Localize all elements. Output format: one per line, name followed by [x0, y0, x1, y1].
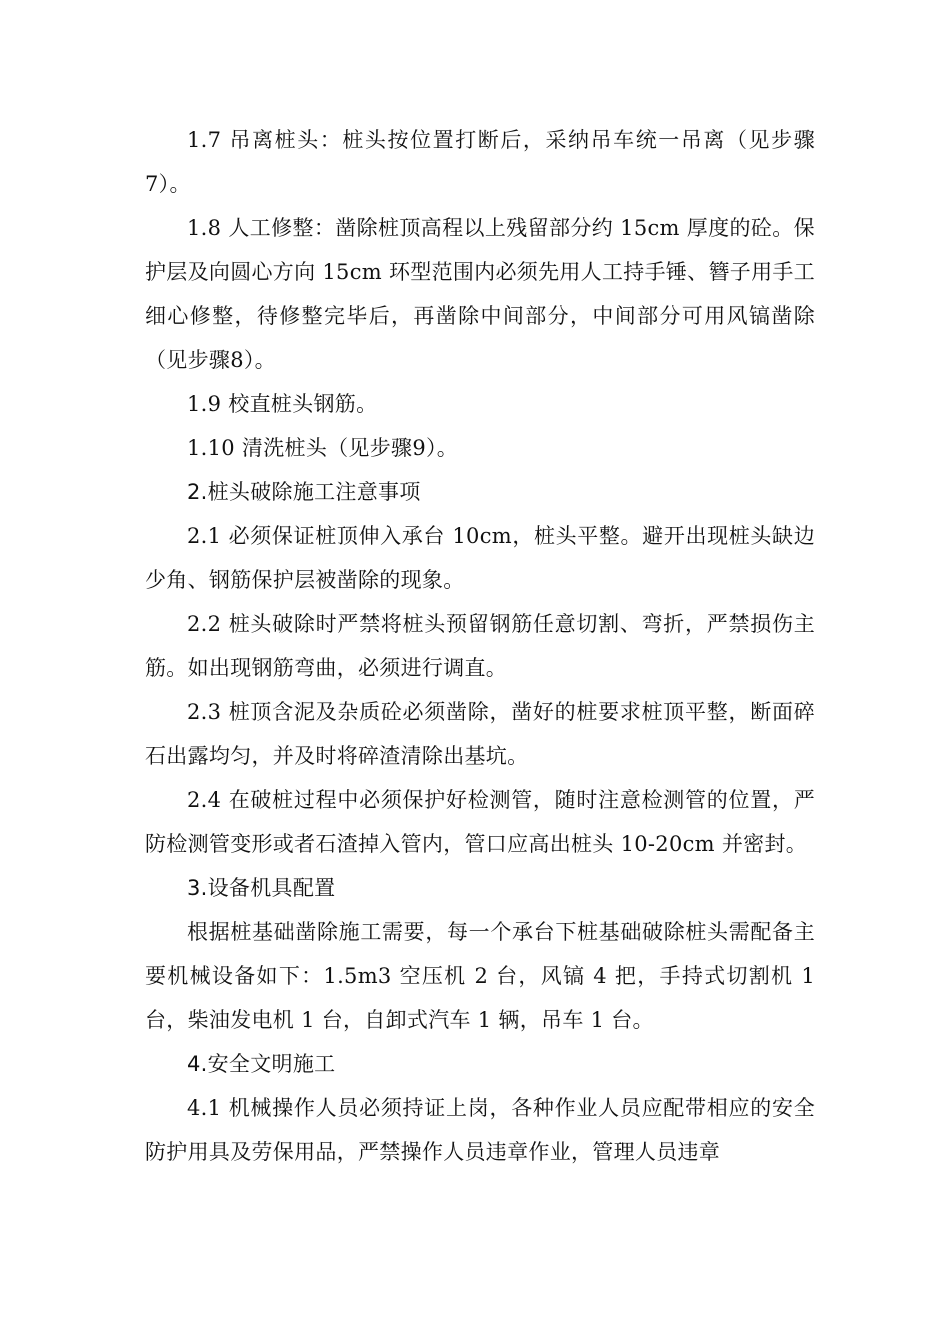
document-page: [145, 118, 815, 1174]
paragraph-4-1: 4.1 机械操作人员必须持证上岗，各种作业人员应配带相应的安全防护用具及劳保用品，严禁操作人员违章作业，管理人员违章: [145, 1096, 815, 1164]
paragraph-1-7: 1.7 吊离桩头：桩头按位置打断后，采纳吊车统一吊离（见步骤7）。: [145, 128, 815, 196]
paragraph-2-1: 2.1 必须保证桩顶伸入承台 10cm，桩头平整。避开出现桩头缺边少角、钢筋保护层被凿除的现象。: [145, 524, 815, 592]
paragraph-2-2: 2.2 桩头破除时严禁将桩头预留钢筋任意切割、弯折，严禁损伤主筋。如出现钢筋弯曲，必须进行调直。: [145, 612, 815, 680]
section-heading-3: 3.设备机具配置: [187, 876, 336, 900]
section-heading-2: 2.桩头破除施工注意事项: [187, 480, 421, 504]
paragraph-1-9: 1.9 校直桩头钢筋。: [187, 392, 378, 416]
paragraph-2-4: 2.4 在破桩过程中必须保护好检测管，随时注意检测管的位置，严防检测管变形或者石渣掉入管内，管口应高出桩头 10-20cm 并密封。: [145, 788, 815, 856]
section-heading-4: 4.安全文明施工: [187, 1052, 336, 1076]
paragraph-3-equipment: 根据桩基础凿除施工需要，每一个承台下桩基础破除桩头需配备主要机械设备如下：1.5m3 空压机 2 台，风镐 4 把，手持式切割机 1 台，柴油发电机 1 台，自卸式汽车 1 辆，吊车 1 台。: [145, 920, 815, 1032]
paragraph-1-10: 1.10 清洗桩头（见步骤9）。: [187, 436, 459, 460]
paragraph-1-8: 1.8 人工修整：凿除桩顶高程以上残留部分约 15cm 厚度的砼。保护层及向圆心方向 15cm 环型范围内必须先用人工持手锤、簪子用手工细心修整，待修整完毕后，再凿除中间部分，中间部分可用风镐凿除（见步骤8）。: [145, 216, 815, 372]
paragraph-2-3: 2.3 桩顶含泥及杂质砼必须凿除，凿好的桩要求桩顶平整，断面碎石出露均匀，并及时将碎渣清除出基坑。: [145, 700, 815, 768]
